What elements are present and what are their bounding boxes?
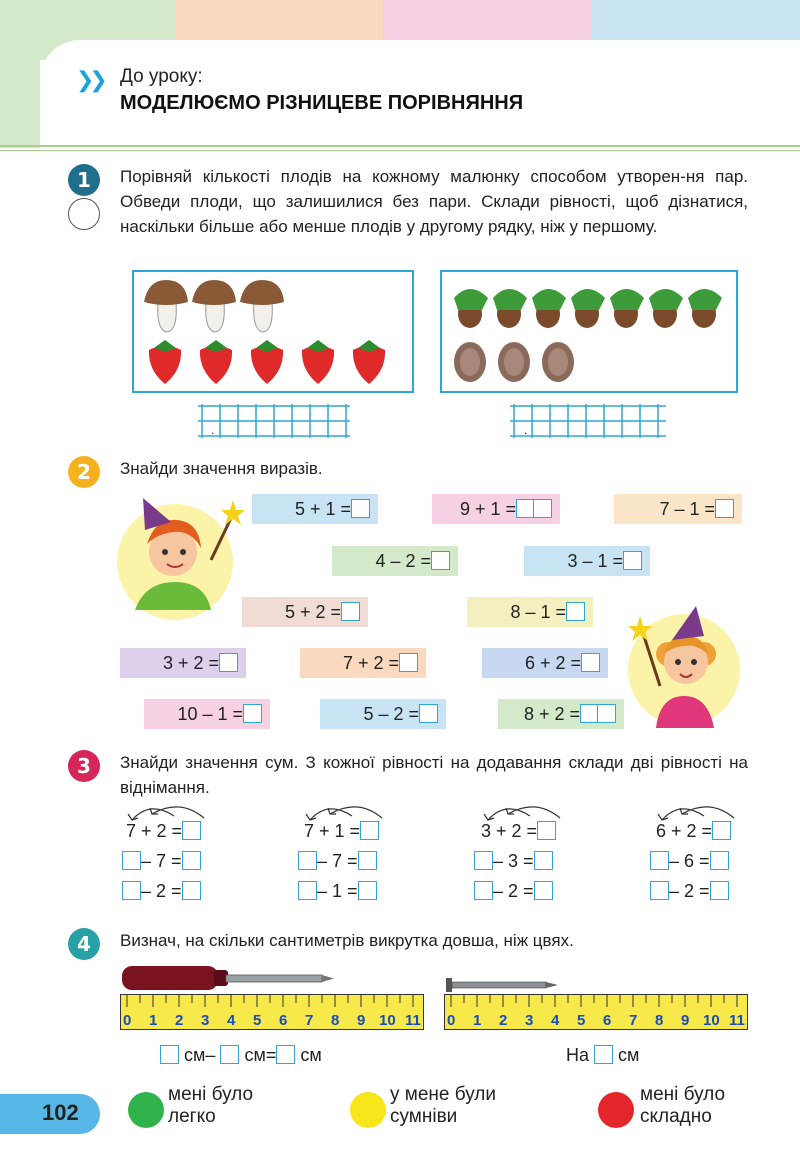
page-number: 102 bbox=[42, 1100, 79, 1125]
ruler-label: 9 bbox=[681, 1012, 690, 1029]
expression-text: 4 – 2 = bbox=[375, 551, 431, 571]
hazelnuts-pinecones-picture bbox=[442, 272, 736, 391]
sum-text: 7 + 2 = bbox=[126, 821, 183, 841]
answer-box[interactable] bbox=[351, 499, 370, 518]
sum-text: 7 + 1 = bbox=[304, 821, 361, 841]
sub-text: – 6 = bbox=[669, 851, 710, 871]
expression-3-plus-2 bbox=[120, 648, 246, 678]
task-number-1: 1 bbox=[68, 164, 100, 196]
answer-box[interactable] bbox=[341, 602, 360, 621]
answer-box[interactable] bbox=[219, 653, 238, 672]
expression-7-minus-1 bbox=[614, 494, 742, 524]
strawberry-icon bbox=[149, 340, 385, 384]
ruler-label: 11 bbox=[405, 1012, 421, 1029]
answer-box[interactable] bbox=[623, 551, 642, 570]
answer-box[interactable] bbox=[566, 602, 585, 621]
expression-text: 10 – 1 = bbox=[177, 704, 243, 724]
answer-box[interactable] bbox=[431, 551, 450, 570]
ruler-label: 0 bbox=[447, 1012, 456, 1029]
answer-box[interactable] bbox=[358, 881, 377, 900]
expression-text: 3 + 2 = bbox=[162, 653, 219, 673]
task-number-2: 2 bbox=[68, 456, 100, 488]
answer-box[interactable] bbox=[474, 851, 493, 870]
nail-icon bbox=[446, 978, 558, 992]
ruler-label: 2 bbox=[175, 1012, 184, 1029]
answer-box[interactable] bbox=[122, 881, 141, 900]
task-3-text: Знайди значення сум. З кожної рівності на додавання склади дві рівності на віднімання. bbox=[120, 753, 748, 797]
sum-equation-2 bbox=[304, 820, 379, 842]
hard-label: мені було складно bbox=[640, 1084, 726, 1127]
expression-text: 5 – 2 = bbox=[363, 704, 419, 724]
answer-box[interactable] bbox=[581, 653, 600, 672]
ruler-label: 0 bbox=[123, 1012, 132, 1029]
answer-box[interactable] bbox=[122, 851, 141, 870]
unit-label: см bbox=[300, 1045, 322, 1065]
sum-equation-3 bbox=[481, 820, 556, 842]
expression-text: 8 + 2 = bbox=[523, 704, 580, 724]
expression-7-plus-2 bbox=[300, 648, 426, 678]
arc-arrows-icon bbox=[652, 800, 742, 822]
answer-box[interactable] bbox=[399, 653, 418, 672]
answer-box[interactable] bbox=[715, 499, 734, 518]
grid-dot: . bbox=[524, 423, 528, 437]
expression-3-minus-1 bbox=[524, 546, 650, 576]
ruler-label: 7 bbox=[305, 1012, 314, 1029]
answer-box[interactable] bbox=[182, 821, 201, 840]
ruler-label: 10 bbox=[703, 1012, 720, 1029]
sub-text: – 2 = bbox=[493, 881, 534, 901]
answer-grid-left[interactable] bbox=[198, 404, 350, 438]
expression-text: 3 – 1 = bbox=[567, 551, 623, 571]
task-2-text: Знайди значення виразів. bbox=[120, 459, 323, 478]
task-1-text: Порівняй кількості плодів на кожному малюнку способом утворен-ня пар. Обведи плоди, що залишилися без пари. Склади рівності, щоб дізнатися, наскільки більше або менше плодів у другому рядку, ніж у першому. bbox=[120, 167, 748, 236]
ruler-label: 8 bbox=[331, 1012, 340, 1029]
arc-arrows-icon bbox=[122, 800, 212, 822]
answer-box-units[interactable] bbox=[533, 499, 552, 518]
expression-10-minus-1 bbox=[144, 699, 270, 729]
answer-box-units[interactable] bbox=[597, 704, 616, 723]
answer-box[interactable] bbox=[710, 851, 729, 870]
hard-circle-icon[interactable] bbox=[598, 1092, 634, 1128]
ruler-label: 1 bbox=[149, 1012, 158, 1029]
ruler-right bbox=[444, 994, 748, 1030]
sub-text: – 1 = bbox=[317, 881, 358, 901]
sub-equation-3a bbox=[474, 850, 553, 872]
task-4-text: Визнач, на скільки сантиметрів викрутка довша, ніж цвях. bbox=[120, 931, 574, 950]
hazelnut-icon bbox=[454, 289, 722, 328]
task-number-3: 3 bbox=[68, 750, 100, 782]
answer-prefix: На bbox=[566, 1045, 590, 1065]
header-green-block bbox=[0, 60, 40, 148]
screwdriver-icon bbox=[122, 962, 334, 994]
answer-box[interactable] bbox=[243, 704, 262, 723]
double-chevron-icon: ❯❯ bbox=[76, 68, 103, 93]
lesson-kicker: До уроку: bbox=[120, 66, 203, 87]
unit-label: см bbox=[244, 1045, 266, 1065]
sub-equation-1b bbox=[122, 880, 201, 902]
expression-text: 8 – 1 = bbox=[510, 602, 566, 622]
sub-equation-4b bbox=[650, 880, 729, 902]
page-number-tab bbox=[0, 1094, 100, 1134]
expression-4-minus-2 bbox=[332, 546, 458, 576]
answer-box[interactable] bbox=[650, 851, 669, 870]
ruler-label: 5 bbox=[577, 1012, 586, 1029]
grid-dot: . bbox=[211, 423, 215, 437]
easy-label: мені було легко bbox=[168, 1084, 254, 1127]
expression-6-plus-2 bbox=[482, 648, 608, 678]
doubt-label: у мене були сумніви bbox=[390, 1084, 496, 1127]
easy-circle-icon[interactable] bbox=[128, 1092, 164, 1128]
ruler-ticks bbox=[121, 995, 423, 1009]
answer-box[interactable] bbox=[358, 851, 377, 870]
answer-box[interactable] bbox=[298, 881, 317, 900]
mushroom-icon bbox=[144, 280, 284, 332]
ruler-label: 11 bbox=[729, 1012, 745, 1029]
lesson-title: МОДЕЛЮЄМО РІЗНИЦЕВЕ ПОРІВНЯННЯ bbox=[120, 92, 524, 114]
sum-text: 6 + 2 = bbox=[656, 821, 713, 841]
length-answer bbox=[566, 1044, 639, 1066]
answer-box[interactable] bbox=[534, 851, 553, 870]
answer-box[interactable] bbox=[594, 1045, 613, 1064]
sub-equation-3b bbox=[474, 880, 553, 902]
ruler-label: 10 bbox=[379, 1012, 396, 1029]
expression-text: 5 + 1 = bbox=[294, 499, 351, 519]
minus-sign: – bbox=[205, 1045, 216, 1065]
expression-text: 7 – 1 = bbox=[659, 499, 715, 519]
expression-5-plus-1 bbox=[252, 494, 378, 524]
ruler-label: 8 bbox=[655, 1012, 664, 1029]
answer-box[interactable] bbox=[182, 881, 201, 900]
answer-box[interactable] bbox=[160, 1045, 179, 1064]
answer-box[interactable] bbox=[182, 851, 201, 870]
sum-text: 3 + 2 = bbox=[481, 821, 538, 841]
doubt-circle-icon[interactable] bbox=[350, 1092, 386, 1128]
ruler-label: 7 bbox=[629, 1012, 638, 1029]
header-divider bbox=[0, 145, 800, 147]
expression-text: 9 + 1 = bbox=[459, 499, 516, 519]
answer-box[interactable] bbox=[298, 851, 317, 870]
mushrooms-strawberries-picture bbox=[134, 272, 412, 391]
pinecone-icon bbox=[454, 342, 574, 382]
expression-8-plus-2 bbox=[498, 699, 624, 729]
answer-box[interactable] bbox=[534, 881, 553, 900]
arc-arrows-icon bbox=[300, 800, 390, 822]
expression-text: 6 + 2 = bbox=[524, 653, 581, 673]
expression-text: 5 + 2 = bbox=[284, 602, 341, 622]
ruler-ticks bbox=[445, 995, 747, 1009]
ruler-label: 5 bbox=[253, 1012, 262, 1029]
expression-5-plus-2 bbox=[242, 597, 368, 627]
expression-5-minus-2 bbox=[320, 699, 446, 729]
girl-wizard-illustration bbox=[620, 600, 740, 730]
answer-box[interactable] bbox=[220, 1045, 239, 1064]
ruler-label: 4 bbox=[551, 1012, 560, 1029]
sub-equation-2b bbox=[298, 880, 377, 902]
sub-text: – 3 = bbox=[493, 851, 534, 871]
expression-9-plus-1 bbox=[432, 494, 560, 524]
header-divider-thin bbox=[0, 150, 800, 151]
sum-equation-1 bbox=[126, 820, 201, 842]
task-number-4: 4 bbox=[68, 928, 100, 960]
answer-box[interactable] bbox=[712, 821, 731, 840]
ruler-label: 4 bbox=[227, 1012, 236, 1029]
ruler-label: 6 bbox=[603, 1012, 612, 1029]
ruler-label: 1 bbox=[473, 1012, 482, 1029]
boy-wizard-illustration bbox=[115, 490, 245, 620]
sub-text: – 7 = bbox=[141, 851, 182, 871]
answer-grid-right[interactable] bbox=[510, 404, 666, 438]
answer-box[interactable] bbox=[276, 1045, 295, 1064]
ruler-label: 3 bbox=[525, 1012, 534, 1029]
sub-text: – 2 = bbox=[669, 881, 710, 901]
arc-arrows-icon bbox=[478, 800, 568, 822]
task-1-checkbox[interactable] bbox=[68, 198, 100, 230]
fruit-box-right bbox=[440, 270, 738, 393]
length-difference-equation bbox=[160, 1044, 322, 1066]
sub-equation-4a bbox=[650, 850, 729, 872]
equals-sign: = bbox=[265, 1045, 277, 1065]
answer-box[interactable] bbox=[474, 881, 493, 900]
answer-box[interactable] bbox=[650, 881, 669, 900]
expression-8-minus-1 bbox=[467, 597, 593, 627]
unit-label: см bbox=[184, 1045, 206, 1065]
answer-box[interactable] bbox=[360, 821, 379, 840]
answer-box[interactable] bbox=[419, 704, 438, 723]
sub-text: – 2 = bbox=[141, 881, 182, 901]
fruit-box-left bbox=[132, 270, 414, 393]
sub-equation-2a bbox=[298, 850, 377, 872]
sum-equation-4 bbox=[656, 820, 731, 842]
ruler-left bbox=[120, 994, 424, 1030]
ruler-label: 9 bbox=[357, 1012, 366, 1029]
sub-equation-1a bbox=[122, 850, 201, 872]
ruler-label: 6 bbox=[279, 1012, 288, 1029]
ruler-label: 2 bbox=[499, 1012, 508, 1029]
expression-text: 7 + 2 = bbox=[342, 653, 399, 673]
answer-box[interactable] bbox=[710, 881, 729, 900]
sub-text: – 7 = bbox=[317, 851, 358, 871]
answer-box[interactable] bbox=[537, 821, 556, 840]
ruler-label: 3 bbox=[201, 1012, 210, 1029]
unit-label: см bbox=[618, 1045, 640, 1065]
